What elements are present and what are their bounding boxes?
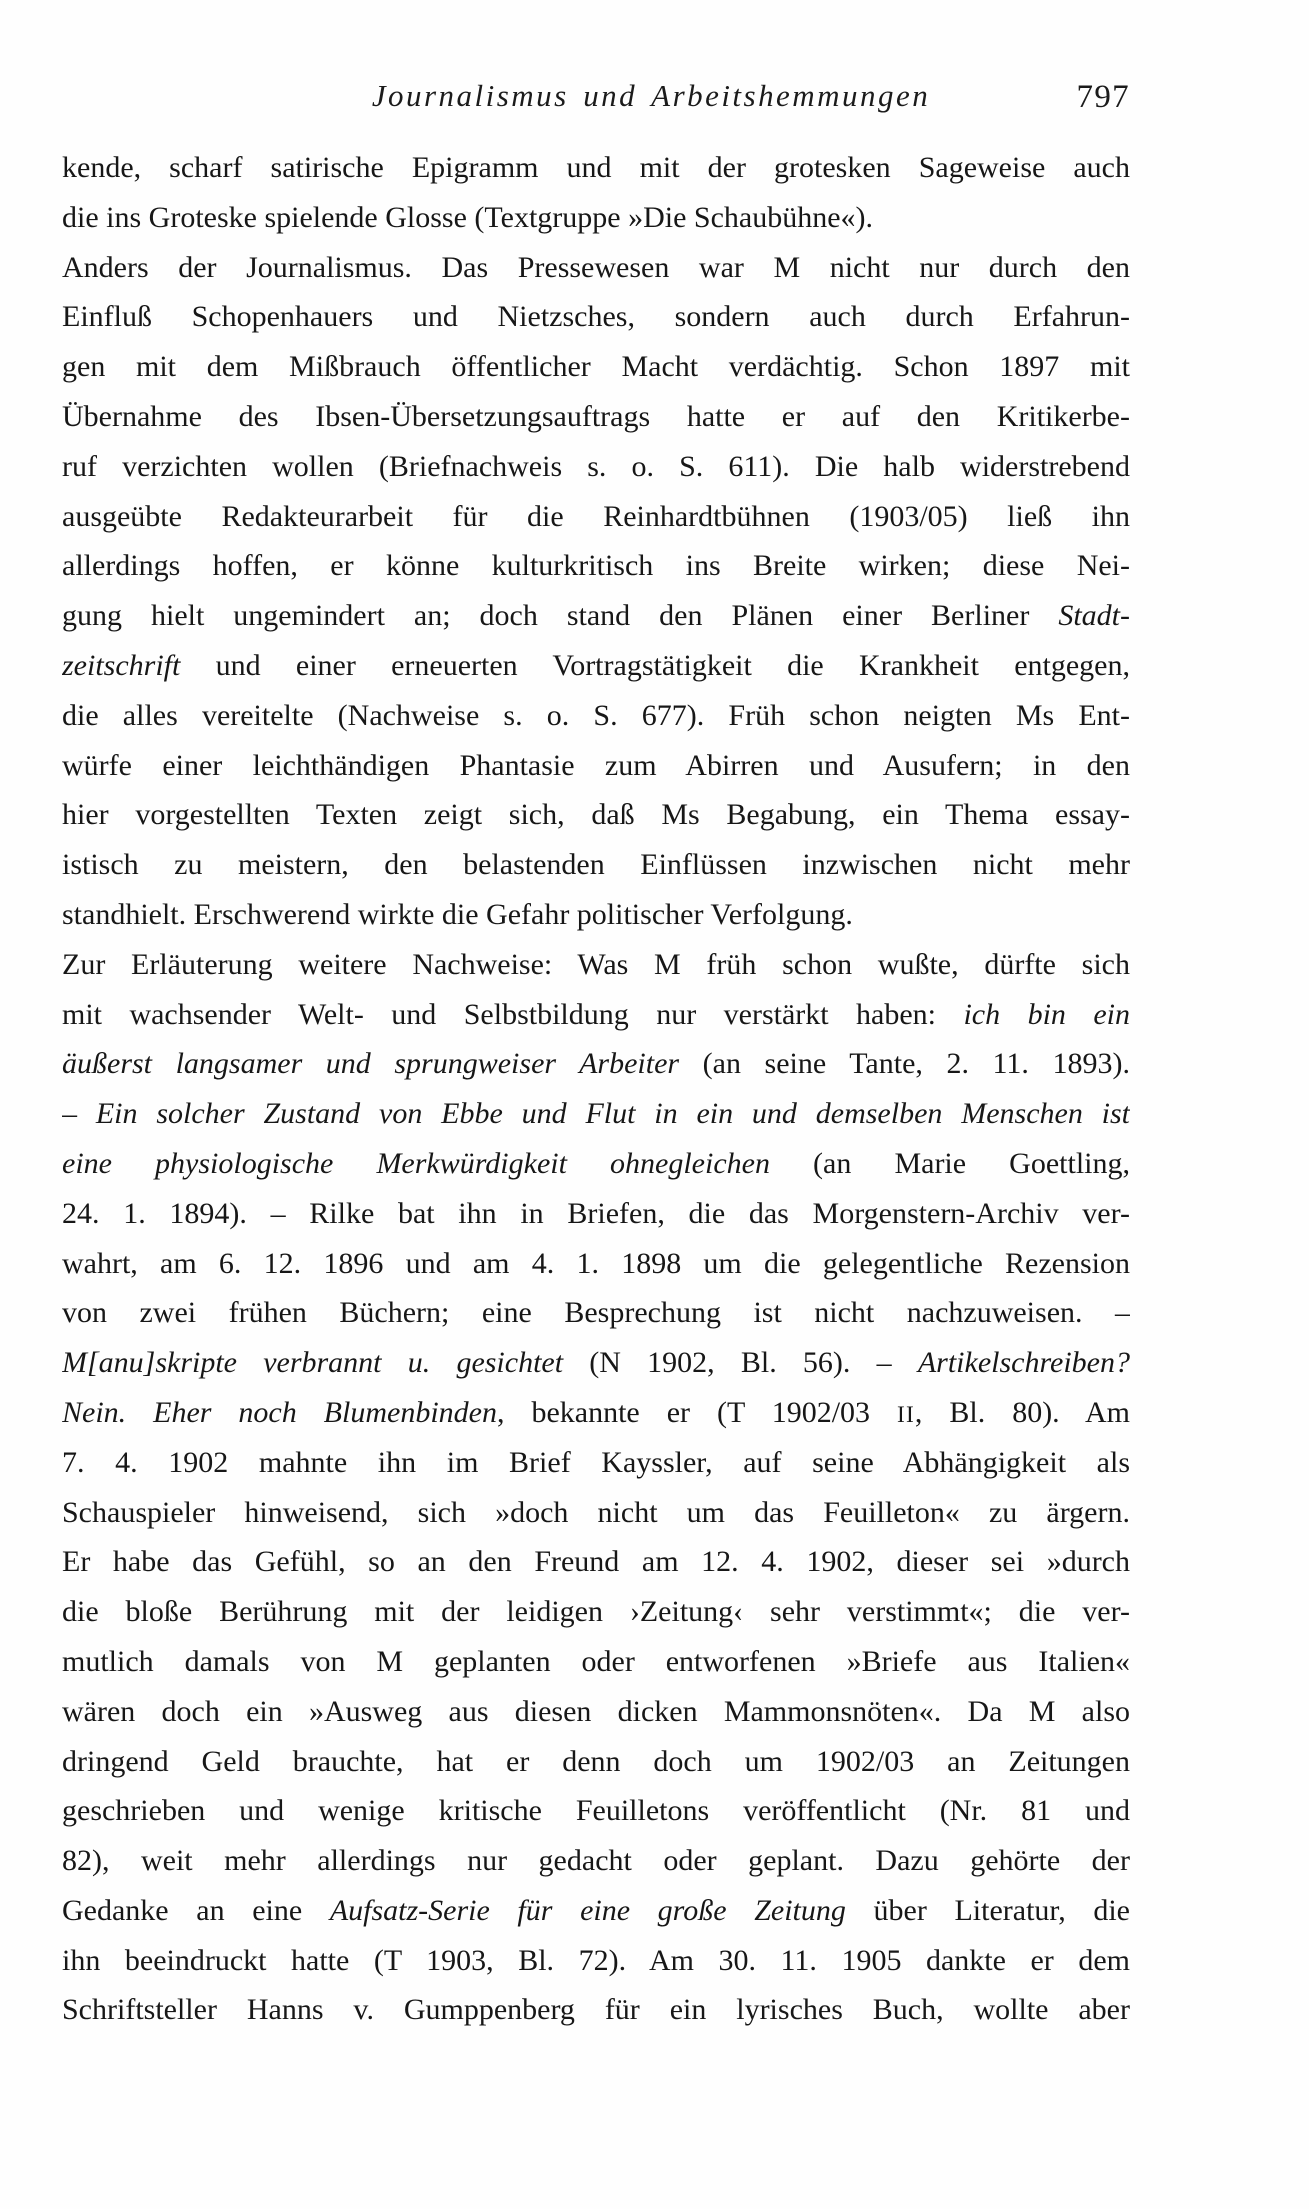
text-segment: äußerst langsamer und sprungweiser Arbeiter <box>62 1047 680 1081</box>
text-line <box>62 1338 1130 1388</box>
text-segment: mit wachsender Welt- und Selbstbildung nur verstärkt haben: <box>62 997 964 1031</box>
text-segment: die alles vereitelte (Nachweise s. o. S. 677). Früh schon neigten Ms Ent- <box>62 698 1130 732</box>
text-segment: geschrieben und wenige kritische Feuilletons veröffentlicht (Nr. 81 und <box>62 1794 1130 1828</box>
text-segment: würfe einer leichthändigen Phantasie zum Abirren und Ausufern; in den <box>62 748 1130 782</box>
text-line <box>62 1687 1130 1737</box>
text-line <box>62 193 1130 243</box>
text-segment: Schriftsteller Hanns v. Gumppenberg für ein lyrisches Buch, wollte aber <box>62 1993 1130 2027</box>
text-line <box>62 392 1130 442</box>
text-line <box>62 790 1130 840</box>
text-segment: mutlich damals von M geplanten oder entworfenen »Briefe aus Italien« <box>62 1644 1130 1678</box>
text-segment: Nein. Eher noch Blumenbinden <box>62 1395 497 1429</box>
text-line <box>62 492 1130 542</box>
text-segment: ich bin ein <box>963 997 1130 1031</box>
text-line <box>62 1886 1130 1936</box>
text-segment: Aufsatz-Serie für eine große Zeitung <box>329 1893 846 1927</box>
text-line <box>62 342 1130 392</box>
text-segment: 7. 4. 1902 mahnte ihn im Brief Kayssler, auf seine Abhängigkeit als <box>62 1445 1130 1479</box>
text-block <box>62 143 1130 2035</box>
text-segment: 24. 1. 1894). – Rilke bat ihn in Briefen, die das Morgenstern-Archiv ver- <box>62 1196 1130 1230</box>
text-segment: die ins Groteske spielende Glosse (Textgruppe »Die Schaubühne«). <box>62 200 874 234</box>
text-line <box>62 691 1130 741</box>
text-segment: eine physiologische Merkwürdigkeit ohnegleichen <box>62 1146 770 1180</box>
text-segment: allerdings hoffen, er könne kulturkritisch ins Breite wirken; diese Nei- <box>62 549 1130 583</box>
text-segment: zeitschrift <box>62 648 181 682</box>
text-segment: (an seine Tante, 2. 11. 1893). <box>679 1047 1130 1081</box>
text-segment: standhielt. Erschwerend wirkte die Gefahr politischer Verfolgung. <box>62 897 853 931</box>
text-line <box>62 1388 1130 1438</box>
text-line <box>62 1587 1130 1637</box>
text-line <box>62 1737 1130 1787</box>
text-line <box>62 990 1130 1040</box>
text-segment: gen mit dem Mißbrauch öffentlicher Macht verdächtig. Schon 1897 mit <box>62 350 1130 384</box>
running-head-title: Journalismus und Arbeitshemmungen <box>371 78 931 113</box>
text-line <box>62 292 1130 342</box>
text-segment: Stadt- <box>1058 599 1130 633</box>
text-line <box>62 1836 1130 1886</box>
text-line <box>62 741 1130 791</box>
text-line <box>62 1488 1130 1538</box>
text-segment: hier vorgestellten Texten zeigt sich, daß Ms Begabung, ein Thema essay- <box>62 798 1130 832</box>
text-segment: M[anu]skripte verbrannt u. gesichtet <box>62 1346 564 1380</box>
text-segment: Übernahme des Ibsen-Übersetzungsauftrags hatte er auf den Kritikerbe- <box>62 399 1130 433</box>
text-line <box>62 442 1130 492</box>
text-line <box>62 890 1130 940</box>
text-line <box>62 1936 1130 1986</box>
text-segment: Er habe das Gefühl, so an den Freund am 12. 4. 1902, dieser sei »durch <box>62 1545 1130 1579</box>
text-segment: wahrt, am 6. 12. 1896 und am 4. 1. 1898 um die gelegentliche Rezension <box>62 1246 1130 1280</box>
text-segment: ihn beeindruckt hatte (T 1903, Bl. 72). Am 30. 11. 1905 dankte er dem <box>62 1943 1130 1977</box>
text-segment: ausgeübte Redakteurarbeit für die Reinhardtbühnen (1903/05) ließ ihn <box>62 499 1130 533</box>
text-line <box>62 1637 1130 1687</box>
text-segment: II <box>897 1401 915 1428</box>
text-line <box>62 143 1130 193</box>
text-line <box>62 1239 1130 1289</box>
text-segment: die bloße Berührung mit der leidigen ›Zeitung‹ sehr verstimmt«; die ver- <box>62 1595 1130 1629</box>
text-line <box>62 840 1130 890</box>
text-segment: (an Marie Goettling, <box>769 1146 1130 1180</box>
text-line <box>62 1089 1130 1139</box>
text-line <box>62 940 1130 990</box>
text-line <box>62 541 1130 591</box>
text-segment: , bekannte er (T 1902/03 <box>496 1395 897 1429</box>
text-segment: kende, scharf satirische Epigramm und mit der grotesken Sageweise auch <box>62 151 1130 184</box>
text-line <box>62 1985 1130 2035</box>
text-line <box>62 1139 1130 1189</box>
page-number: 797 <box>1076 79 1130 115</box>
text-segment: und einer erneuerten Vortragstätigkeit die Krankheit entgegen, <box>180 648 1130 682</box>
text-line <box>62 1288 1130 1338</box>
text-segment: wären doch ein »Ausweg aus diesen dicken Mammonsnöten«. Da M also <box>62 1694 1130 1728</box>
text-line <box>62 641 1130 691</box>
text-segment: Gedanke an eine <box>62 1893 330 1927</box>
text-segment: , Bl. 80). Am <box>914 1395 1130 1429</box>
text-segment: Anders der Journalismus. Das Pressewesen war M nicht nur durch den <box>62 250 1130 284</box>
page-header <box>62 78 1130 124</box>
text-segment: Artikelschreiben? <box>917 1346 1130 1380</box>
text-line <box>62 591 1130 641</box>
text-segment: – <box>62 1097 96 1131</box>
text-segment: Ein solcher Zustand von Ebbe und Flut in ein und demselben Menschen ist <box>95 1097 1130 1131</box>
text-segment: über Literatur, die <box>845 1893 1130 1927</box>
text-segment: Einfluß Schopenhauers und Nietzsches, sondern auch durch Erfahrun- <box>62 300 1130 334</box>
text-segment: (N 1902, Bl. 56). – <box>563 1346 918 1380</box>
text-segment: Schauspieler hinweisend, sich »doch nicht um das Feuilleton« zu ärgern. <box>62 1495 1130 1529</box>
text-line <box>62 243 1130 293</box>
text-line <box>62 1786 1130 1836</box>
text-segment: von zwei frühen Büchern; eine Besprechung ist nicht nachzuweisen. – <box>62 1296 1130 1330</box>
text-segment: istisch zu meistern, den belastenden Einflüssen inzwischen nicht mehr <box>62 848 1130 882</box>
text-segment: 82), weit mehr allerdings nur gedacht oder geplant. Dazu gehörte der <box>62 1844 1130 1878</box>
text-segment: dringend Geld brauchte, hat er denn doch um 1902/03 an Zeitungen <box>62 1744 1130 1778</box>
text-line <box>62 1438 1130 1488</box>
text-line <box>62 1189 1130 1239</box>
text-segment: ruf verzichten wollen (Briefnachweis s. o. S. 611). Die halb widerstrebend <box>62 449 1130 483</box>
text-line <box>62 1039 1130 1089</box>
text-segment: gung hielt ungemindert an; doch stand den Plänen einer Berliner <box>62 599 1059 633</box>
text-line <box>62 1537 1130 1587</box>
text-segment: Zur Erläuterung weitere Nachweise: Was M früh schon wußte, dürfte sich <box>62 947 1130 981</box>
